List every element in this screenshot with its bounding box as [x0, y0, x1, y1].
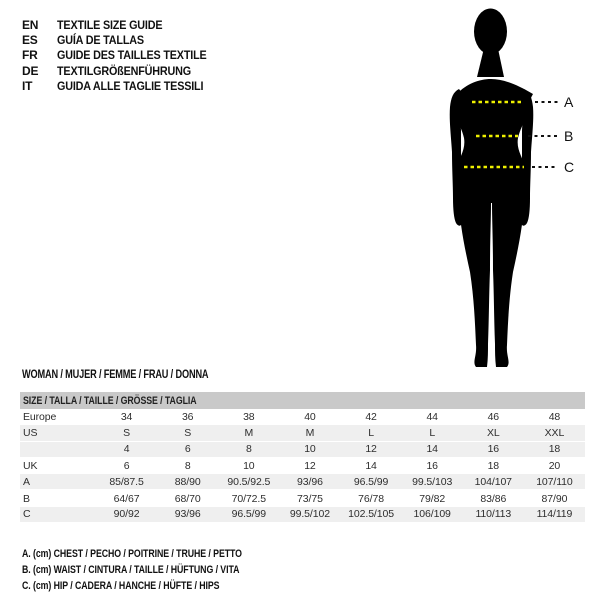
size-cell: 34: [120, 411, 133, 424]
size-cell: XXL: [544, 426, 565, 439]
lang-row-it: [22, 79, 223, 94]
size-cell: 102.5/105: [348, 508, 394, 521]
lang-row-fr: [22, 48, 223, 63]
measurement-label-b: B: [564, 128, 574, 144]
size-cell: 106/109: [413, 508, 451, 521]
size-cell: 44: [426, 411, 438, 424]
table-row-waist-b: [20, 490, 585, 506]
size-cell: 10: [243, 460, 255, 473]
lang-code: ES: [22, 33, 38, 48]
lang-code: IT: [22, 79, 33, 94]
measurement-label-a: A: [564, 94, 574, 110]
size-cell: 10: [304, 443, 316, 456]
size-cell: 14: [365, 460, 377, 473]
size-cell: L: [368, 426, 374, 439]
size-cell: 8: [184, 460, 191, 473]
size-cell: 114/119: [536, 508, 573, 521]
lang-code: EN: [22, 17, 39, 32]
size-cell: S: [123, 426, 131, 439]
size-cell: 38: [243, 411, 255, 424]
size-cell: 68/70: [174, 492, 201, 505]
size-cell: 107/110: [536, 475, 573, 488]
measurement-label-c: C: [564, 159, 575, 175]
legend-line-waist: B. (cm) WAIST / CINTURA / TAILLE / HÜFTUNG / VITA: [22, 564, 240, 577]
size-cell: M: [244, 426, 254, 439]
row-label: UK: [23, 460, 38, 473]
size-cell: 88/90: [174, 475, 201, 488]
size-cell: 16: [426, 460, 438, 473]
size-cell: 46: [487, 411, 500, 424]
lang-row-de: [22, 63, 223, 78]
table-row-uk: [20, 458, 585, 474]
legend-line-chest: A. (cm) CHEST / PECHO / POITRINE / TRUHE / PETTO: [22, 548, 242, 560]
size-cell: 93/96: [297, 475, 323, 488]
size-cell: 18: [487, 460, 500, 473]
size-cell: 48: [548, 411, 561, 424]
size-cell: 96.5/99: [353, 475, 389, 488]
lang-title: TEXTILE SIZE GUIDE: [57, 17, 163, 32]
legend-line-hip: C. (cm) HIP / CADERA / HANCHE / HÜFTE / HIPS: [22, 580, 220, 593]
size-table-header: SIZE / TALLA / TAILLE / GRÖSSE / TAGLIA: [20, 392, 585, 409]
size-cell: L: [429, 426, 436, 439]
lang-title: TEXTILGRÖßENFÜHRUNG: [57, 63, 191, 78]
woman-silhouette-figure: [390, 0, 600, 380]
row-label: B: [23, 492, 30, 505]
size-cell: XL: [486, 426, 500, 439]
size-cell: 70/72.5: [231, 492, 266, 505]
size-cell: 96.5/99: [231, 508, 266, 521]
size-cell: 64/67: [113, 492, 140, 505]
size-cell: 12: [365, 443, 377, 456]
size-cell: 87/90: [541, 492, 568, 505]
size-cell: 104/107: [474, 475, 512, 488]
lang-row-en: [22, 17, 223, 32]
table-row-hip-c: [20, 507, 585, 523]
lang-row-es: [22, 32, 223, 47]
size-cell: 4: [123, 443, 130, 456]
size-cell: M: [305, 426, 315, 439]
size-cell: 99.5/102: [289, 508, 330, 521]
measurement-legend: [22, 546, 297, 595]
size-cell: 36: [181, 411, 194, 424]
row-label: US: [23, 426, 38, 439]
size-cell: 90.5/92.5: [227, 475, 271, 488]
lang-title: GUIDE DES TAILLES TEXTILE: [57, 48, 207, 63]
section-title-woman: WOMAN / MUJER / FEMME / FRAU / DONNA: [22, 369, 209, 381]
size-cell: 93/96: [174, 508, 201, 521]
lang-title: GUÍA DE TALLAS: [57, 33, 144, 48]
size-cell: 110/113: [475, 508, 512, 521]
table-row-europe: [20, 409, 585, 425]
size-cell: 18: [548, 443, 561, 456]
size-cell: 6: [184, 443, 191, 456]
size-cell: 16: [487, 443, 500, 456]
lang-title: GUIDA ALLE TAGLIE TESSILI: [57, 79, 204, 94]
size-cell: 6: [123, 460, 130, 473]
size-cell: 20: [548, 460, 561, 473]
size-cell: 40: [304, 411, 316, 424]
size-cell: 8: [245, 443, 252, 456]
size-cell: 12: [304, 460, 316, 473]
size-cell: 99.5/103: [412, 475, 453, 488]
language-title-list: [22, 17, 223, 94]
size-cell: 42: [365, 411, 377, 424]
size-cell: 90/92: [113, 508, 140, 521]
row-label: C: [23, 508, 31, 521]
row-label: Europe: [23, 411, 57, 424]
size-table: [20, 392, 585, 523]
woman-silhouette: [450, 9, 534, 368]
size-cell: 85/87.5: [109, 475, 144, 488]
size-cell: 76/78: [358, 492, 384, 505]
size-cell: 14: [426, 443, 438, 456]
size-cell: 73/75: [297, 492, 323, 505]
table-row-us: [20, 425, 585, 441]
lang-code: DE: [22, 63, 39, 78]
table-row-chest-a: [20, 474, 585, 490]
size-cell: S: [184, 426, 192, 439]
table-row-us-numeric: [20, 442, 585, 458]
size-cell: 83/86: [480, 492, 507, 505]
lang-code: FR: [22, 48, 38, 63]
row-label: A: [23, 475, 30, 488]
size-cell: 79/82: [419, 492, 446, 505]
